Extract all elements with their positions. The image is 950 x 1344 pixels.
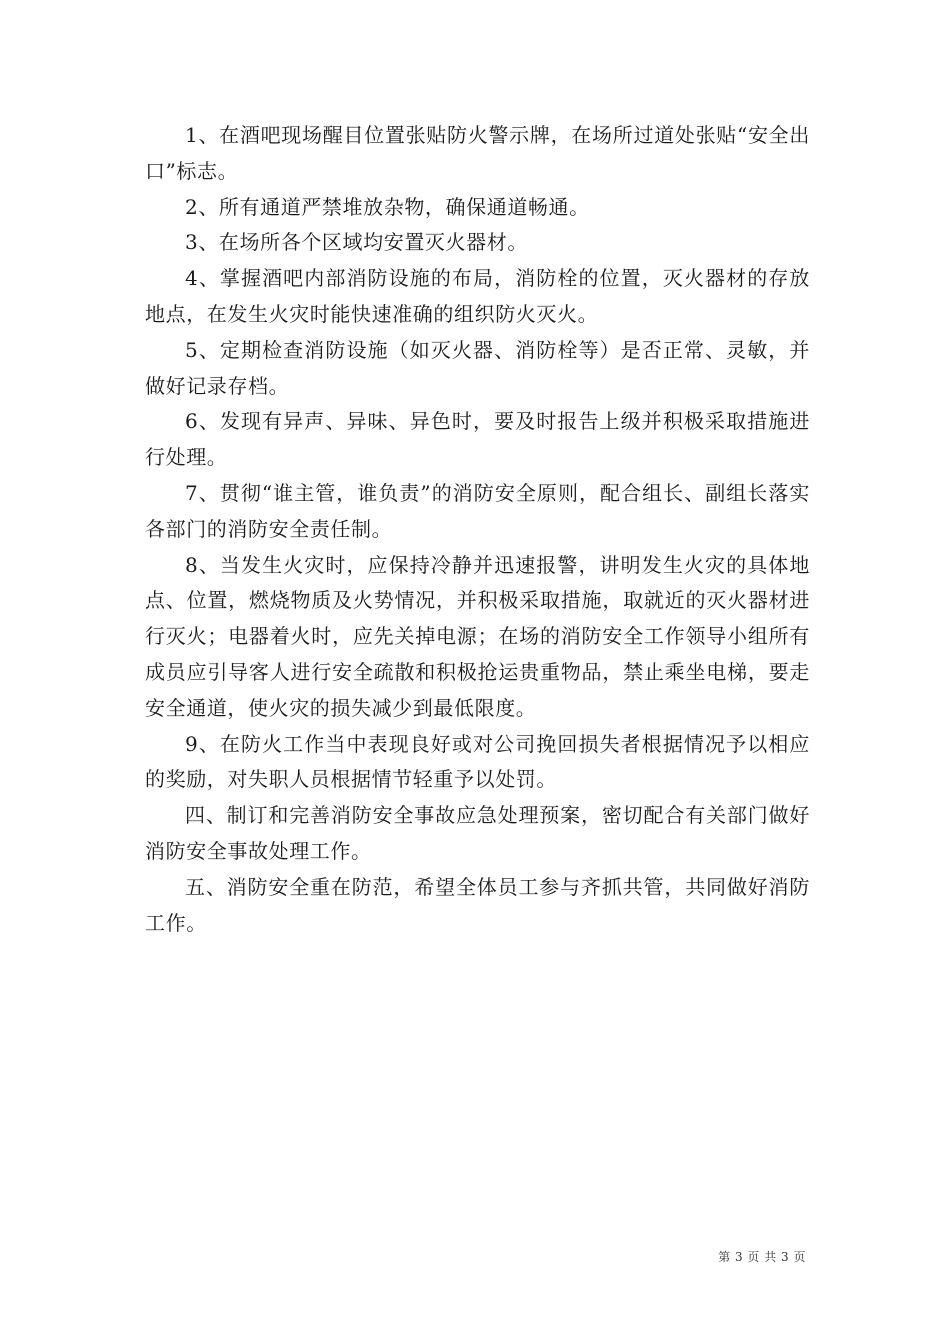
paragraph-item-2: 2、所有通道严禁堆放杂物，确保通道畅通。 <box>185 194 590 219</box>
paragraph-item-1: 1、在酒吧现场醒目位置张贴防火警示牌，在场所过道处张贴“安全出口”标志。 <box>145 123 810 183</box>
paragraph-item-7: 7、贯彻“谁主管，谁负责”的消防安全原则，配合组长、副组长落实各部门的消防安全责任制。 <box>145 480 810 541</box>
paragraph-section-4: 四、制订和完善消防安全事故应急处理预案，密切配合有关部门做好消防安全事故处理工作。 <box>145 803 810 863</box>
paragraph-item-5: 5、定期检查消防设施（如灭火器、消防栓等）是否正常、灵敏，并做好记录存档。 <box>145 337 810 398</box>
page-number-footer: 第 3 页 共 3 页 <box>718 1250 806 1264</box>
paragraph-section-5: 五、消防安全重在防范，希望全体员工参与齐抓共管，共同做好消防工作。 <box>145 874 810 935</box>
paragraph-item-4: 4、掌握酒吧内部消防设施的布局，消防栓的位置，灭火器材的存放地点，在发生火灾时能快速准确的组织防火灭火。 <box>145 266 810 326</box>
paragraph-item-8: 8、当发生火灾时，应保持冷静并迅速报警，讲明发生火灾的具体地点、位置，燃烧物质及火势情况，并积极采取措施，取就近的灭火器材进行灭火；电器着火时，应先关掉电源；在场的消防安全工作领导小组所有成员应引导客人进行安全疏散和积极抢运贵重物品，禁止乘坐电梯，要走安全通道，使火灾的损失减少到最低限度。 <box>145 552 810 720</box>
document-body <box>145 118 810 941</box>
paragraph-item-6: 6、发现有异声、异味、异色时，要及时报告上级并积极采取措施进行处理。 <box>145 409 810 470</box>
paragraph-item-3: 3、在场所各个区域均安置灭火器材。 <box>185 230 528 255</box>
paragraph-item-9: 9、在防火工作当中表现良好或对公司挽回损失者根据情况予以相应的奖励，对失职人员根据情节轻重予以处罚。 <box>145 731 810 792</box>
